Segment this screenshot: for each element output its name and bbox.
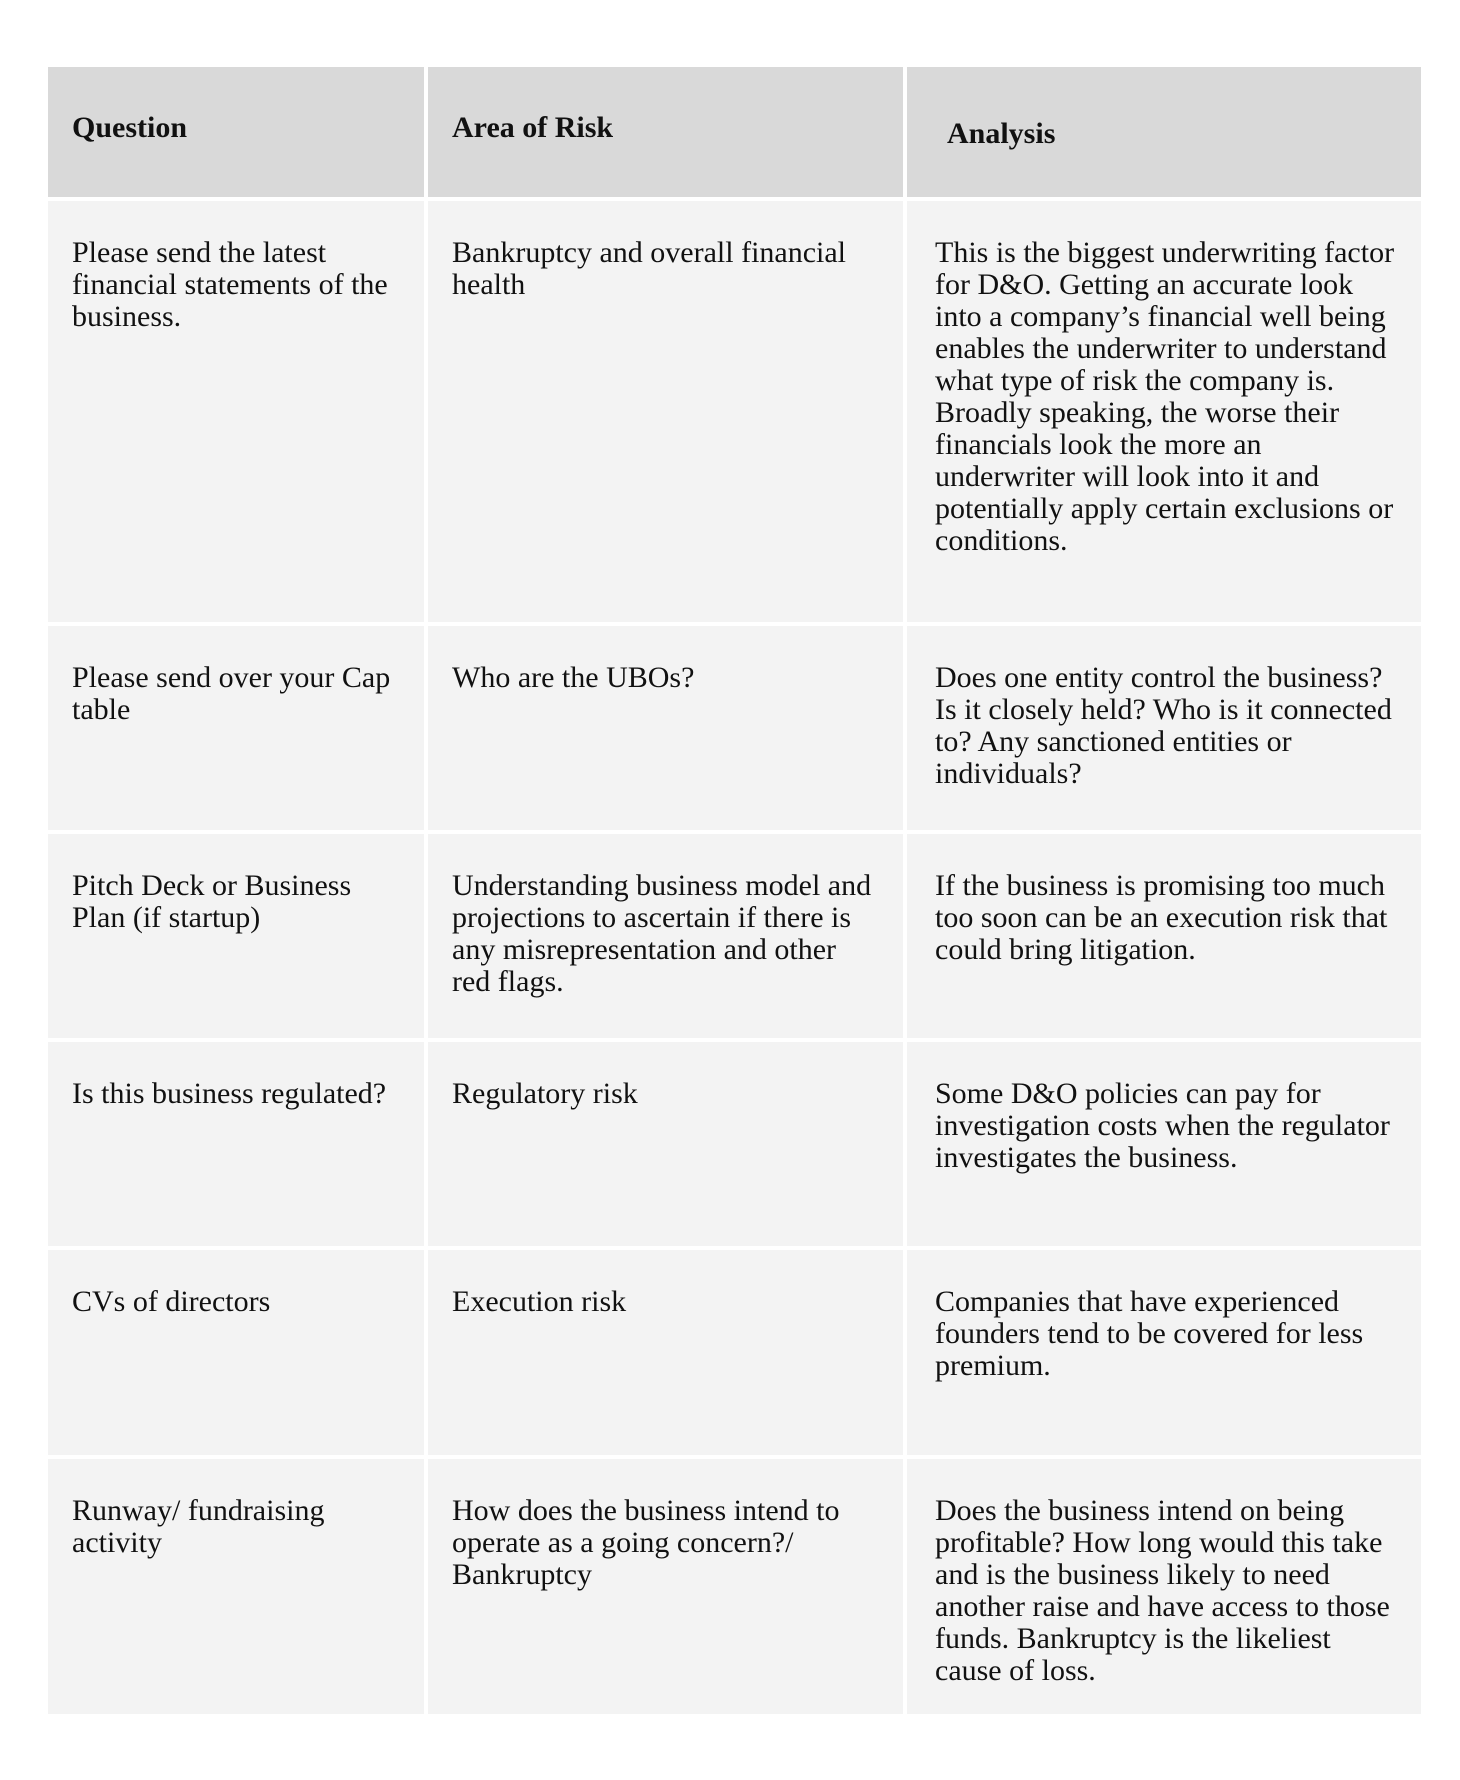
header-area-of-risk: Area of Risk xyxy=(428,67,903,197)
cell-area-of-risk: Who are the UBOs? xyxy=(428,626,903,830)
cell-area-of-risk: Execution risk xyxy=(428,1250,903,1455)
header-analysis: Analysis xyxy=(907,67,1421,197)
table-row xyxy=(48,201,1421,622)
table-row xyxy=(48,1459,1421,1714)
cell-question: Runway/ fundraising activity xyxy=(48,1459,424,1714)
cell-question: Pitch Deck or Business Plan (if startup) xyxy=(48,834,424,1038)
cell-analysis: This is the biggest underwriting factor for D&O. Getting an accurate look into a company’s financial well being enables the underwriter to understand what type of risk the company is. Broadly speaking, the worse their financials look the more an underwriter will look into it and potentially apply certain exclusions or conditions. xyxy=(907,201,1421,622)
table-header-row xyxy=(48,67,1421,197)
cell-question: CVs of directors xyxy=(48,1250,424,1455)
header-question: Question xyxy=(48,67,424,197)
table-row xyxy=(48,626,1421,830)
cell-area-of-risk: Understanding business model and projections to ascertain if there is any misrepresentation and other red flags. xyxy=(428,834,903,1038)
table-row xyxy=(48,1250,1421,1455)
document-page xyxy=(48,67,1421,1714)
cell-question: Please send over your Cap table xyxy=(48,626,424,830)
cell-area-of-risk: How does the business intend to operate as a going concern?/ Bankruptcy xyxy=(428,1459,903,1714)
cell-analysis: Companies that have experienced founders tend to be covered for less premium. xyxy=(907,1250,1421,1455)
cell-analysis: If the business is promising too much too soon can be an execution risk that could bring litigation. xyxy=(907,834,1421,1038)
cell-analysis: Does one entity control the business? Is it closely held? Who is it connected to? Any sanctioned entities or individuals? xyxy=(907,626,1421,830)
cell-question: Please send the latest financial statements of the business. xyxy=(48,201,424,622)
cell-analysis: Some D&O policies can pay for investigation costs when the regulator investigates the business. xyxy=(907,1042,1421,1246)
table-row xyxy=(48,1042,1421,1246)
cell-analysis: Does the business intend on being profitable? How long would this take and is the business likely to need another raise and have access to those funds. Bankruptcy is the likeliest cause of loss. xyxy=(907,1459,1421,1714)
cell-area-of-risk: Regulatory risk xyxy=(428,1042,903,1246)
table-row xyxy=(48,834,1421,1038)
cell-question: Is this business regulated? xyxy=(48,1042,424,1246)
underwriting-questions-table xyxy=(44,63,1425,1718)
cell-area-of-risk: Bankruptcy and overall financial health xyxy=(428,201,903,622)
